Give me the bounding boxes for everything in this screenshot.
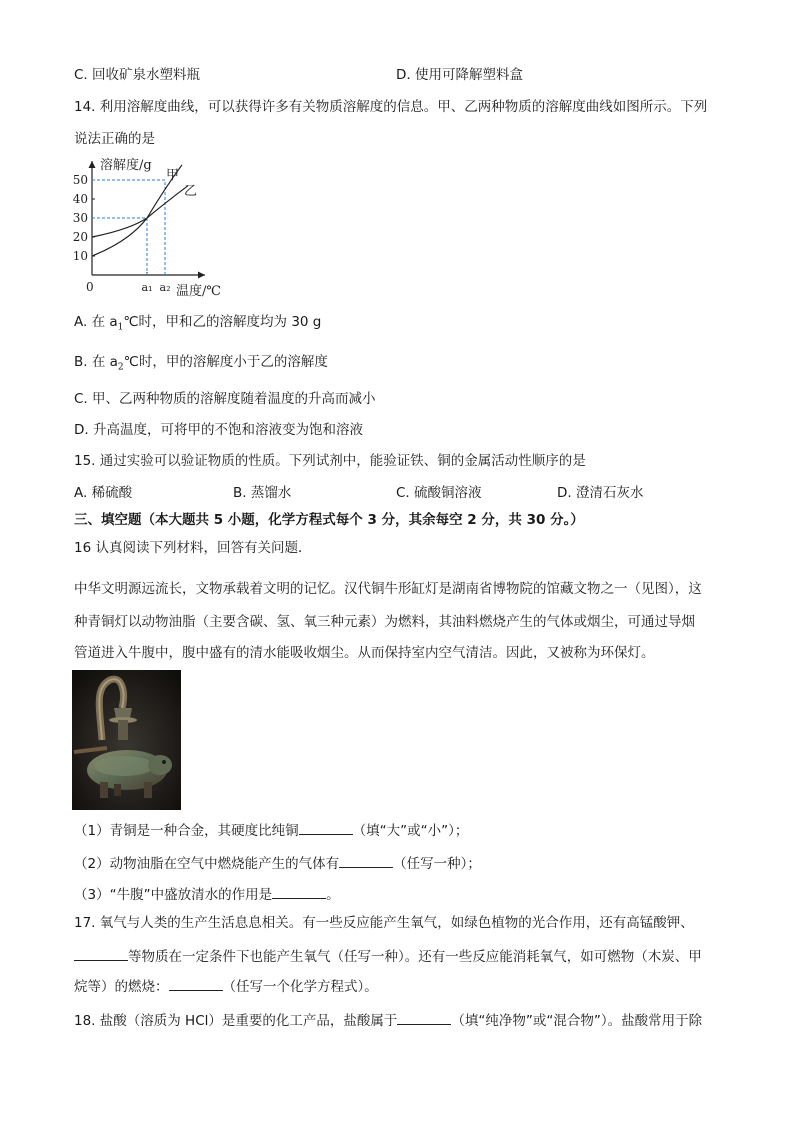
q18-line1: 18. 盐酸（溶质为 HCl）是重要的化工产品，盐酸属于 （填“纯净物”或“混合物”）。盐酸常用于除: [74, 1013, 703, 1029]
q14-stem-line2: 说法正确的是: [74, 131, 155, 147]
q15-option-a: A. 稀硫酸: [74, 485, 133, 501]
q15-option-c: C. 硫酸铜溶液: [396, 485, 482, 501]
origin-label: 0: [86, 280, 94, 294]
x-tick-label: a₁: [141, 281, 153, 294]
q16-sub2: （2）动物油脂在空气中燃烧能产生的气体有 （任写一种）；: [74, 856, 481, 872]
q14-option-a: A. 在 $a_1℃$时，甲和乙的溶解度均为 30 g: [74, 314, 322, 333]
answer-blank[interactable]: [299, 822, 353, 835]
q13-option-d: D. 使用可降解塑料盒: [396, 67, 523, 83]
y-axis-label: 溶解度/g: [100, 158, 152, 173]
q16-para-line1: 中华文明源远流长，文物承载着文明的记忆。汉代铜牛形缸灯是湖南省博物院的馆藏文物之一（见图），这: [74, 581, 702, 597]
y-tick-label: 20: [72, 230, 88, 244]
solubility-chart: [70, 155, 240, 300]
series-label: 甲: [166, 168, 180, 183]
q14-option-d: D. 升高温度，可将甲的不饱和溶液变为饱和溶液: [74, 422, 363, 438]
y-tick-label: 50: [72, 173, 88, 187]
q16-para-line2: 种青铜灯以动物油脂（主要含碳、氢、氧三种元素）为燃料，其油料燃烧产生的气体或烟尘，可通过导烟: [74, 614, 695, 630]
x-axis-label: 温度/℃: [176, 284, 221, 299]
answer-blank[interactable]: [74, 948, 128, 961]
q17-line2: 等物质在一定条件下也能产生氧气（任写一种）。还有一些反应能消耗氧气，如可燃物（木炭、甲: [74, 948, 702, 965]
q16-para-line3: 管道进入牛腹中，腹中盛有的清水能吸收烟尘。从而保持室内空气清洁。因此，又被称为环保灯。: [74, 645, 655, 661]
series-curve-乙: [92, 186, 188, 237]
q16-stem: 16 认真阅读下列材料，回答有关问题．: [74, 540, 312, 556]
q14-option-b: B. 在 $a_2℃$时，甲的溶解度小于乙的溶解度: [74, 354, 328, 373]
q14-stem-line1: 14. 利用溶解度曲线，可以获得许多有关物质溶解度的信息。甲、乙两种物质的溶解度曲线如图所示。下列: [74, 99, 708, 115]
q13-option-c: C. 回收矿泉水塑料瓶: [74, 67, 201, 83]
y-tick-label: 10: [72, 249, 88, 263]
q16-sub1: （1）青铜是一种合金，其硬度比纯铜 （填“大”或“小”）；: [74, 823, 469, 839]
answer-blank[interactable]: [272, 886, 326, 899]
q15-stem: 15. 通过实验可以验证物质的性质。下列试剂中，能验证铁、铜的金属活动性顺序的是: [74, 453, 586, 469]
q17-line1: 17. 氧气与人类的生产生活息息相关。有一些反应能产生氧气，如绿色植物的光合作用，还有高锰酸钾、: [74, 915, 694, 931]
q17-line3: 烷等）的燃烧： （任写一个化学方程式）。: [74, 979, 378, 995]
x-tick-label: a₂: [159, 281, 171, 294]
q15-option-b: B. 蒸馏水: [233, 485, 292, 501]
bronze-ox-lamp-photo: [72, 670, 181, 810]
answer-blank[interactable]: [169, 978, 223, 991]
answer-blank[interactable]: [397, 1012, 451, 1025]
q15-option-d: D. 澄清石灰水: [557, 485, 644, 501]
series-label: 乙: [184, 184, 198, 199]
q14-option-c: C. 甲、乙两种物质的溶解度随着温度的升高而减小: [74, 391, 376, 407]
y-tick-label: 30: [72, 211, 88, 225]
y-tick-label: 40: [72, 192, 88, 206]
answer-blank[interactable]: [339, 855, 393, 868]
q16-sub3: （3）“牛腹”中盛放清水的作用是 。: [74, 887, 340, 903]
section-heading: 三、填空题（本大题共 5 小题，化学方程式每个 3 分，其余每空 2 分，共 30 分。）: [74, 512, 584, 528]
